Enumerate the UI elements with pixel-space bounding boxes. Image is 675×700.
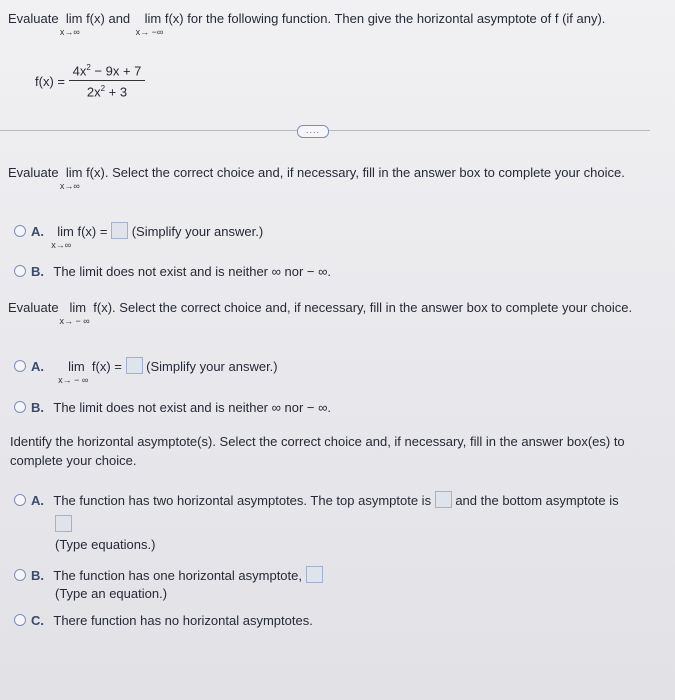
more-button[interactable]: ....: [297, 125, 329, 138]
option-label: B.: [31, 264, 44, 279]
lim-text: lim: [69, 300, 87, 315]
radio-button[interactable]: [14, 569, 26, 581]
lim-subscript: x→∞: [51, 240, 72, 250]
header-and: and: [108, 11, 131, 26]
function-numerator: [69, 63, 146, 81]
q2-lim: [59, 300, 90, 326]
radio-button[interactable]: [14, 265, 26, 277]
lim-text: lim: [68, 359, 85, 374]
header-lim-neg: [135, 11, 164, 37]
q1-evaluate: Evaluate: [8, 165, 59, 180]
option-label: A.: [31, 493, 44, 508]
q1-lim: [59, 165, 83, 191]
den-rest: + 3: [105, 84, 128, 100]
q2a-expr: f(x) =: [91, 359, 122, 374]
asymptote-box[interactable]: [306, 566, 323, 583]
function-definition: [35, 63, 145, 100]
lim-text: lim: [65, 165, 83, 180]
q3a-text-bottom: and the bottom asymptote is: [455, 493, 619, 508]
q3-option-c[interactable]: [14, 613, 313, 628]
q3a-hint: (Type equations.): [55, 537, 156, 552]
q3-prompt-line2: complete your choice.: [10, 453, 137, 468]
lim-text: lim: [65, 11, 83, 26]
function-lhs: f(x) =: [35, 73, 65, 89]
q1-option-b[interactable]: [14, 264, 331, 279]
header-tail: for the following function. Then give the horizontal asymptote of f (if any).: [187, 11, 606, 26]
answer-box[interactable]: [126, 357, 143, 374]
q3-option-b[interactable]: [14, 566, 323, 583]
num-rest: − 9x + 7: [90, 63, 142, 79]
q1a-lim: [51, 224, 74, 250]
q1-instructions: Select the correct choice and, if necessary, fill in the answer box to complete your choice.: [112, 165, 625, 180]
header-lim-pos: [59, 11, 83, 37]
option-label: A.: [31, 224, 44, 239]
q1a-note: (Simplify your answer.): [131, 224, 264, 239]
radio-button[interactable]: [14, 614, 26, 626]
header-fx: f(x): [164, 11, 184, 26]
header-question: [8, 11, 606, 37]
num-term: 4x: [72, 63, 87, 79]
radio-button[interactable]: [14, 401, 26, 413]
lim-subscript: x→ − ∞: [59, 316, 90, 326]
q2a-lim: [58, 359, 89, 385]
q2a-note: (Simplify your answer.): [146, 359, 278, 374]
q3b-hint: (Type an equation.): [55, 586, 168, 601]
function-fraction: [69, 63, 146, 100]
q1-prompt: [8, 165, 625, 191]
lim-subscript: x→ −∞: [135, 27, 164, 37]
option-label: B.: [31, 400, 44, 415]
den-exponent: 2: [100, 84, 106, 94]
q3-option-a[interactable]: [14, 491, 619, 508]
q2-prompt: [8, 300, 633, 326]
q2b-text: The limit does not exist and is neither ∞ nor − ∞.: [53, 400, 331, 415]
radio-button[interactable]: [14, 225, 26, 237]
lim-subscript: x→∞: [59, 181, 80, 191]
answer-box[interactable]: [111, 222, 128, 239]
q2-fx: f(x).: [93, 300, 116, 315]
lim-subscript: x→∞: [59, 27, 80, 37]
q1-fx: f(x).: [86, 165, 109, 180]
q2-option-a[interactable]: [14, 357, 278, 385]
num-exponent: 2: [86, 63, 91, 72]
q1-option-a[interactable]: [14, 222, 264, 250]
den-term: 2x: [86, 84, 101, 100]
q1b-text: The limit does not exist and is neither ∞ nor − ∞.: [53, 264, 331, 279]
q1a-expr: f(x) =: [77, 224, 108, 239]
q2-evaluate: Evaluate: [8, 300, 59, 315]
lim-subscript: x→ − ∞: [58, 375, 89, 385]
function-denominator: [69, 81, 146, 99]
q3-prompt: [10, 432, 625, 470]
q3-prompt-line1: Identify the horizontal asymptote(s). Select the correct choice and, if necessary, fill in the answer box(es) to: [10, 434, 625, 449]
q3a-text-top: The function has two horizontal asymptotes. The top asymptote is: [53, 493, 432, 508]
q2-instructions: Select the correct choice and, if necessary, fill in the answer box to complete your choice.: [119, 300, 633, 315]
header-fx: f(x): [86, 11, 105, 26]
radio-button[interactable]: [14, 494, 26, 506]
lim-text: lim: [57, 224, 74, 239]
top-asymptote-box[interactable]: [435, 491, 452, 508]
lim-text: lim: [144, 11, 162, 26]
q3c-text: There function has no horizontal asymptotes.: [53, 613, 313, 628]
q3b-text: The function has one horizontal asymptote,: [53, 568, 302, 583]
radio-button[interactable]: [14, 360, 26, 372]
option-label: C.: [31, 613, 44, 628]
bottom-asymptote-box[interactable]: [55, 515, 72, 532]
option-label: A.: [31, 359, 44, 374]
header-evaluate: Evaluate: [8, 11, 59, 26]
option-label: B.: [31, 568, 44, 583]
q2-option-b[interactable]: [14, 400, 331, 415]
